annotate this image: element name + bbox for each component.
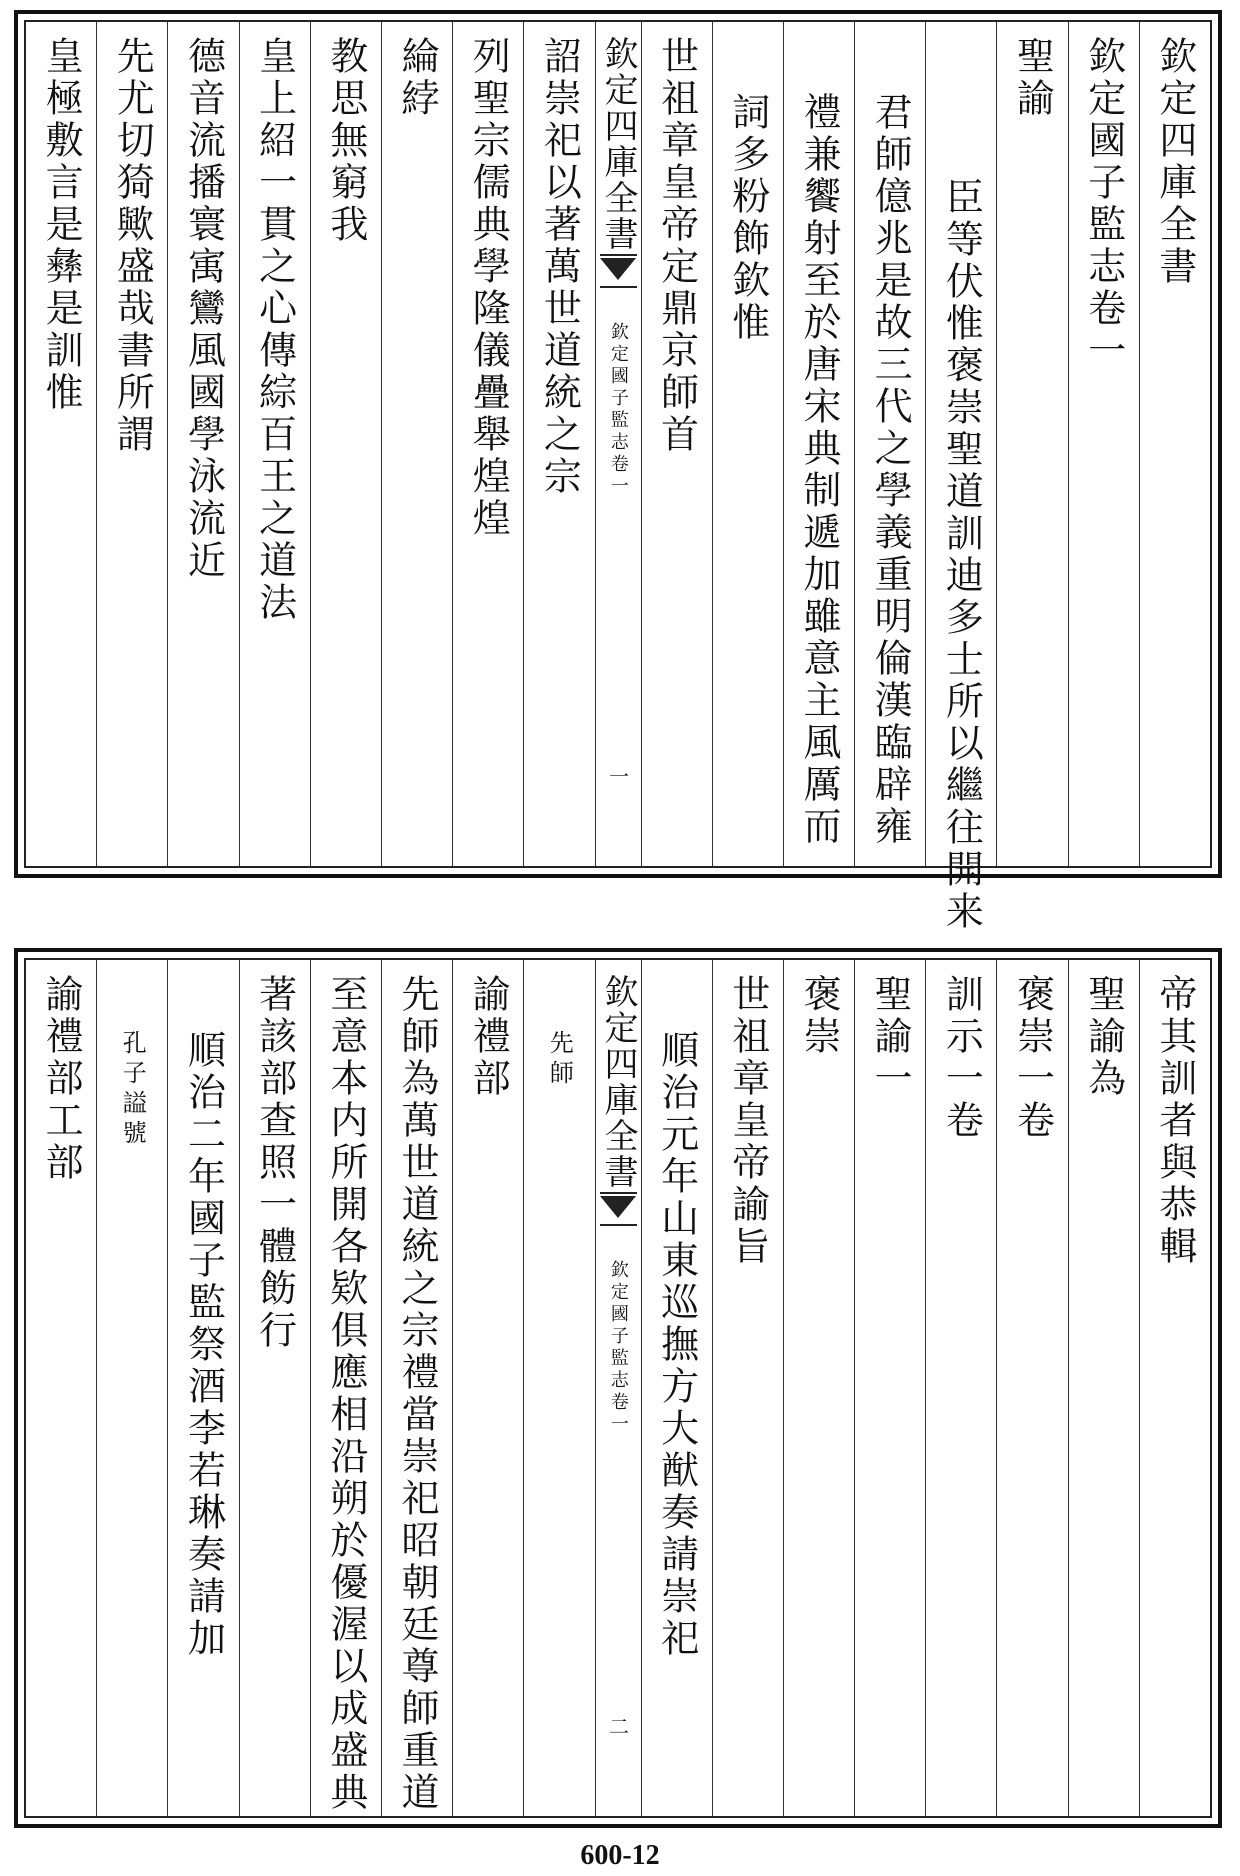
text-column	[167, 22, 238, 866]
column-text: 褒崇	[796, 974, 841, 1058]
text-column	[239, 22, 310, 866]
column-text: 詔崇祀以著萬世道統之宗	[537, 36, 582, 498]
text-column	[712, 960, 783, 1816]
text-column	[925, 22, 996, 933]
text-column	[523, 22, 594, 866]
column-text: 皇上紹一貫之心傳綜百王之道法	[252, 36, 297, 624]
gutter-title: 欽定四庫全書	[598, 36, 638, 252]
fish-tail-mark-icon	[600, 254, 637, 288]
column-text: 詞多粉飾欽惟	[725, 92, 770, 344]
text-column	[925, 960, 996, 1816]
gutter-subtitle	[608, 1260, 628, 1436]
text-column	[310, 960, 381, 1816]
column-text: 著該部查照一體飭行	[252, 974, 297, 1352]
gutter-column	[595, 960, 641, 1816]
column-text: 德音流播寰㝢鸞風國學泳流近	[181, 36, 226, 582]
text-column	[783, 960, 854, 1816]
column-text: 欽定四庫全書	[1152, 36, 1197, 288]
gutter-book-title: 欽定國子監志	[607, 1260, 629, 1392]
text-column	[239, 960, 310, 1816]
gutter-column	[595, 22, 641, 866]
text-column	[996, 22, 1067, 866]
bottom-columns	[24, 958, 1212, 1818]
bottom-page	[14, 948, 1222, 1828]
gutter-book-title: 欽定國子監志	[607, 322, 629, 454]
column-text: 順治元年山東巡撫方大猷奏請崇祀	[654, 1030, 699, 1660]
text-column	[452, 960, 523, 1816]
column-text: 臣等伏惟褒崇聖道訓迪多士所以繼往開来	[939, 177, 984, 933]
text-column	[996, 960, 1067, 1816]
column-text: 欽定國子監志卷一	[1081, 36, 1126, 372]
text-column	[523, 960, 594, 1816]
column-text: 先師	[545, 1030, 574, 1090]
text-column	[96, 960, 167, 1816]
text-column	[641, 960, 712, 1816]
text-column	[310, 22, 381, 866]
column-text: 世祖章皇帝諭旨	[725, 974, 770, 1268]
text-column	[26, 22, 96, 866]
text-column	[1139, 960, 1210, 1816]
text-column	[167, 960, 238, 1816]
text-column	[712, 22, 783, 866]
top-page	[14, 10, 1222, 933]
page-number: 600-12	[580, 1840, 660, 1871]
gutter-volume: 卷一	[607, 1392, 629, 1436]
text-column	[381, 22, 452, 866]
column-text: 至意本内所開各欵俱應相沿朔於優渥以成盛典	[323, 974, 368, 1814]
column-text: 列聖宗儒典學隆儀疊舉煌煌	[466, 36, 511, 540]
column-text: 聖諭	[1010, 36, 1055, 120]
text-column	[854, 22, 925, 866]
top-columns	[24, 20, 1212, 933]
gutter-subtitle	[608, 322, 628, 498]
column-text: 君師億兆是故三代之學義重明倫漢臨辟雍	[868, 92, 913, 848]
text-column	[1068, 22, 1139, 866]
fish-tail-mark-icon	[600, 1192, 637, 1226]
column-text: 順治二年國子監祭酒李若琳奏請加	[181, 1030, 226, 1660]
text-column	[26, 960, 96, 1816]
text-column	[1068, 960, 1139, 1816]
gutter-volume: 卷一	[607, 454, 629, 498]
text-column	[96, 22, 167, 866]
column-text: 先尤切猗歟盛哉書所謂	[110, 36, 155, 456]
column-text: 帝其訓者與恭輯	[1152, 974, 1197, 1268]
column-text: 訓示一卷	[939, 974, 984, 1142]
column-text: 褒崇一卷	[1010, 974, 1055, 1142]
column-text: 聖諭為	[1081, 974, 1126, 1100]
column-text: 先師為萬世道統之宗禮當崇祀昭朝廷尊師重道	[395, 974, 440, 1814]
column-text: 諭禮部工部	[39, 974, 84, 1184]
column-text: 皇極敷言是彝是訓惟	[39, 36, 84, 414]
text-column	[641, 22, 712, 866]
text-column	[381, 960, 452, 1816]
gutter-page-number: 一	[605, 766, 630, 786]
text-column	[1139, 22, 1210, 866]
gutter-title: 欽定四庫全書	[598, 974, 638, 1190]
text-column	[783, 22, 854, 866]
gutter-page-number: 二	[605, 1716, 630, 1736]
text-column	[452, 22, 523, 866]
column-text: 教思無窮我	[323, 36, 368, 246]
column-text: 綸綍	[395, 36, 440, 120]
column-text: 諭禮部	[466, 974, 511, 1100]
column-text: 聖諭一	[868, 974, 913, 1100]
column-text: 孔子謚號	[118, 1030, 147, 1150]
text-column	[854, 960, 925, 1816]
column-text: 世祖章皇帝定鼎京師首	[654, 36, 699, 456]
column-text: 禮兼饗射至於唐宋典制遞加雖意主風厲而	[796, 92, 841, 848]
